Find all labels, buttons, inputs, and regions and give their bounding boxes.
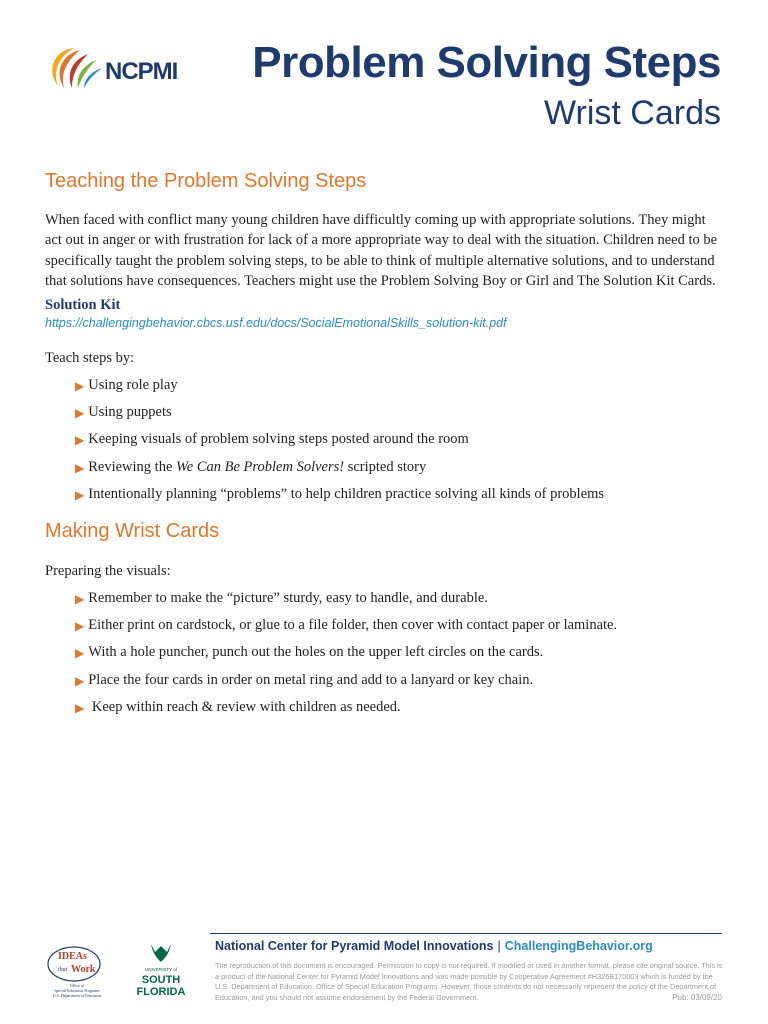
list-item-text: With a hole puncher, punch out the holes on the upper left circles on the cards. <box>88 644 544 661</box>
ideas-logo-word2: that <box>58 967 68 973</box>
solution-kit-link[interactable]: https://challengingbehavior.cbcs.usf.edu/docs/SocialEmotionalSkills_solution-kit.pdf <box>45 316 507 330</box>
list-item-text: Keeping visuals of problem solving steps posted around the room <box>88 431 469 448</box>
triangle-bullet-icon: ▶ <box>75 619 85 634</box>
triangle-bullet-icon: ▶ <box>75 700 85 715</box>
publication-date: Pub: 03/09/20 <box>672 993 722 1002</box>
page-title: Problem Solving Steps <box>252 38 721 87</box>
section-heading-teaching: Teaching the Problem Solving Steps <box>45 170 367 192</box>
list-item <box>75 699 617 726</box>
ideas-logo-word3: Work <box>71 964 96 975</box>
list-item-text: Remember to make the “picture” sturdy, easy to handle, and durable. <box>88 590 488 606</box>
story-title: We Can Be Problem Solvers! <box>176 458 345 475</box>
ideas-logo-line3: U.S. Department of Education <box>52 993 102 998</box>
list-item <box>75 431 604 458</box>
list-item-text: Using role play <box>88 377 178 393</box>
ideas-logo-word1: IDEAs <box>58 951 87 962</box>
preparing-lead: Preparing the visuals: <box>45 563 171 579</box>
logo-wordmark: NCPMI <box>105 58 178 85</box>
preparing-list <box>75 590 617 726</box>
solution-kit-label: Solution Kit <box>45 297 121 313</box>
list-item-text: Keep within reach & review with children as needed. <box>88 698 401 715</box>
triangle-bullet-icon: ▶ <box>75 433 85 448</box>
section-heading-making: Making Wrist Cards <box>45 520 220 542</box>
list-item-text-pre: Reviewing the <box>88 458 177 475</box>
list-item-text: Place the four cards in order on metal ring and add to a lanyard or key chain. <box>88 671 534 688</box>
footer-org-name: National Center for Pyramid Model Innovations <box>215 939 494 953</box>
footer-fine-print: The reproduction of this document is encouraged. Permission to copy is not required. If modified or used in another format, please cite original source. This is a product of the National Center for Pyramid Model Innovations and was made possible by Cooperative Agreement #H326B170003 which is funded by the U.S. Department of Education, Office of Special Education Programs. However, those contents do not necessarily represent the policy of the Department of Education, and you should not assume endorsement by the Federal Government. <box>215 961 723 1002</box>
footer-org-line <box>215 939 653 953</box>
list-item <box>75 404 604 431</box>
list-item-text: Intentionally planning “problems” to help children practice solving all kinds of problems <box>88 485 605 502</box>
usf-logo-line3: FLORIDA <box>136 986 186 998</box>
triangle-bullet-icon: ▶ <box>75 379 85 393</box>
usf-logo-icon <box>135 940 187 998</box>
triangle-bullet-icon: ▶ <box>75 460 85 475</box>
list-item <box>75 377 604 404</box>
footer-separator: | <box>497 939 501 953</box>
ideas-that-work-logo-icon <box>44 944 110 1000</box>
triangle-bullet-icon: ▶ <box>75 646 85 661</box>
teach-steps-lead: Teach steps by: <box>45 350 135 366</box>
list-item <box>75 617 617 644</box>
footer-site-link[interactable]: ChallengingBehavior.org <box>504 939 653 953</box>
list-item-text: Either print on cardstock, or glue to a file folder, then cover with contact paper or laminate. <box>88 617 618 634</box>
ideas-logo-line2: Special Education Programs <box>54 988 100 993</box>
list-item <box>75 672 617 699</box>
list-item-text: Using puppets <box>88 404 172 421</box>
list-item <box>75 459 604 486</box>
triangle-bullet-icon: ▶ <box>75 406 85 421</box>
usf-logo-line2: SOUTH <box>141 974 181 986</box>
triangle-bullet-icon: ▶ <box>75 487 85 502</box>
triangle-bullet-icon: ▶ <box>75 592 85 606</box>
list-item-text-post: scripted story <box>344 458 427 475</box>
list-item <box>75 644 617 671</box>
intro-paragraph: When faced with conflict many young children have difficultly coming up with appropriate solutions. They might act out in anger or with frustration for lack of a more appropriate way to deal with the situation. Children need to be specifically taught the problem solving steps, to be able to think of multiple alternative solutions, and to understand that solutions have consequences. Teachers might use the Problem Solving Boy or Girl and The Solution Kit Cards. <box>45 212 718 289</box>
ideas-logo-line1: Office of <box>69 983 85 988</box>
usf-logo-line1: UNIVERSITY of <box>145 967 177 972</box>
list-item <box>75 486 604 513</box>
triangle-bullet-icon: ▶ <box>75 673 85 688</box>
teach-steps-list <box>75 377 604 513</box>
ncpmi-logo-icon <box>44 44 106 94</box>
page-subtitle: Wrist Cards <box>544 94 721 132</box>
list-item <box>75 590 617 617</box>
footer-divider <box>210 933 722 934</box>
